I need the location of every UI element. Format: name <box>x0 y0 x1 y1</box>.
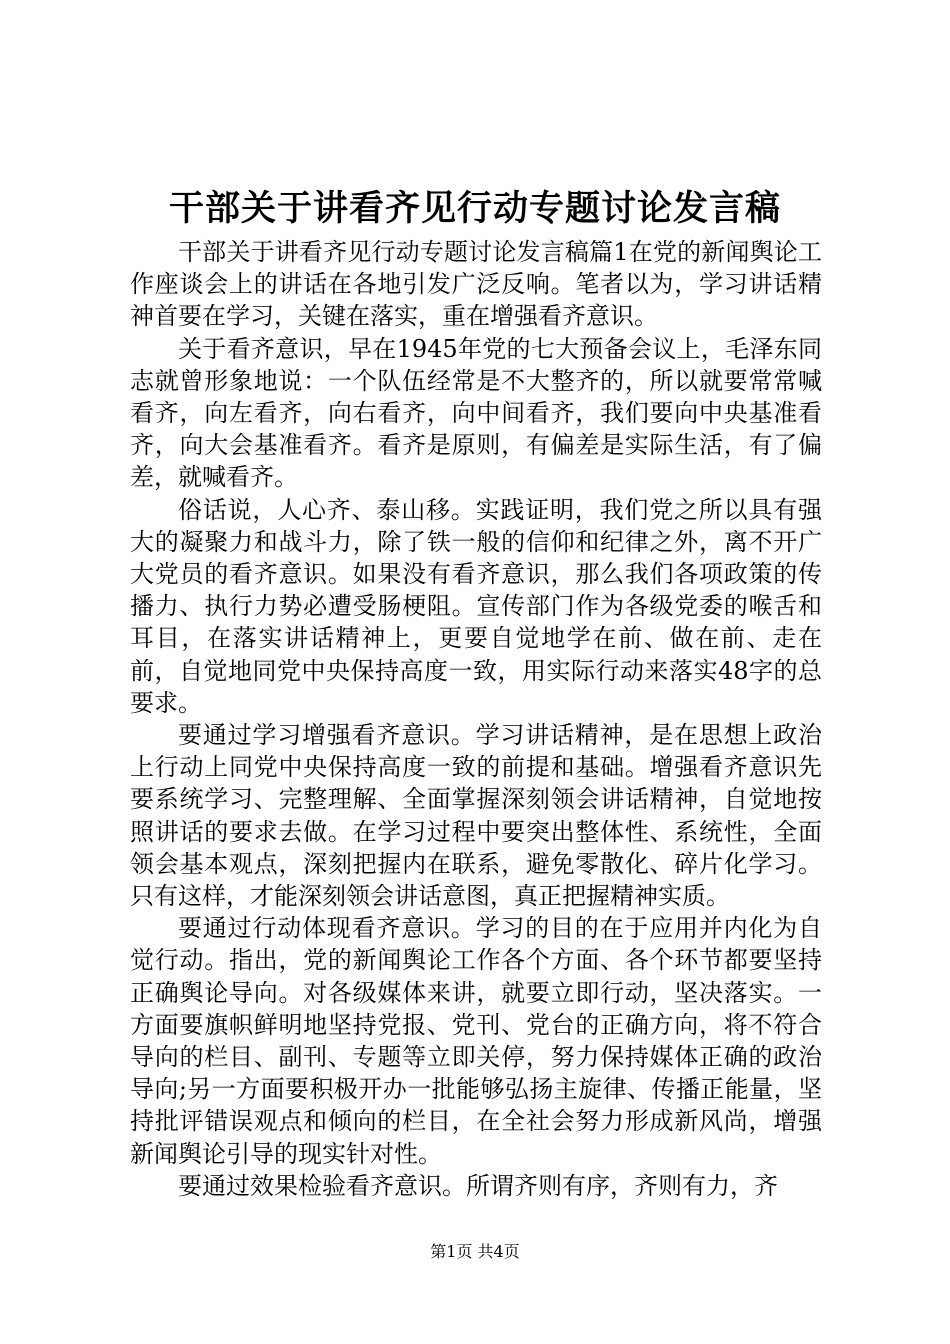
paragraph-1: 干部关于讲看齐见行动专题讨论发言稿篇1在党的新闻舆论工作座谈会上的讲话在各地引发广泛反响。笔者以为，学习讲话精神首要在学习，关键在落实，重在增强看齐意识。 <box>130 238 822 331</box>
paragraph-6: 要通过效果检验看齐意识。所谓齐则有序，齐则有力，齐 <box>178 1171 778 1200</box>
paragraph-2: 关于看齐意识，早在1945年党的七大预备会议上，毛泽东同志就曾形象地说：一个队伍经常是不大整齐的，所以就要常常喊看齐，向左看齐，向右看齐，向中间看齐，我们要向中央基准看齐，向大会基准看齐。看齐是原则，有偏差是实际生活，有了偏差，就喊看齐。 <box>130 334 822 492</box>
document-body <box>130 236 822 1202</box>
page-number-footer: 第1页 共4页 <box>430 1242 520 1261</box>
document-title: 干部关于讲看齐见行动专题讨论发言稿 <box>168 188 781 229</box>
paragraph-5: 要通过行动体现看齐意识。学习的目的在于应用并内化为自觉行动。指出，党的新闻舆论工作各个方面、各个环节都要坚持正确舆论导向。对各级媒体来讲，就要立即行动，坚决落实。一方面要旗帜鲜明地坚持党报、党刊、党台的正确方向，将不符合导向的栏目、副刊、专题等立即关停，努力保持媒体正确的政治导向;另一方面要积极开办一批能够弘扬主旋律、传播正能量，坚持批评错误观点和倾向的栏目，在全社会努力形成新风尚，增强新闻舆论引导的现实针对性。 <box>130 914 822 1168</box>
paragraph-4: 要通过学习增强看齐意识。学习讲话精神，是在思想上政治上行动上同党中央保持高度一致的前提和基础。增强看齐意识先要系统学习、完整理解、全面掌握深刻领会讲话精神，自觉地按照讲话的要求去做。在学习过程中要突出整体性、系统性，全面领会基本观点，深刻把握内在联系，避免零散化、碎片化学习。只有这样，才能深刻领会讲话意图，真正把握精神实质。 <box>130 721 822 911</box>
paragraph-3: 俗话说，人心齐、泰山移。实践证明，我们党之所以具有强大的凝聚力和战斗力，除了铁一般的信仰和纪律之外，离不开广大党员的看齐意识。如果没有看齐意识，那么我们各项政策的传播力、执行力势必遭受肠梗阻。宣传部门作为各级党委的喉舌和耳目，在落实讲话精神上，更要自觉地学在前、做在前、走在前，自觉地同党中央保持高度一致，用实际行动来落实48字的总要求。 <box>130 495 822 717</box>
